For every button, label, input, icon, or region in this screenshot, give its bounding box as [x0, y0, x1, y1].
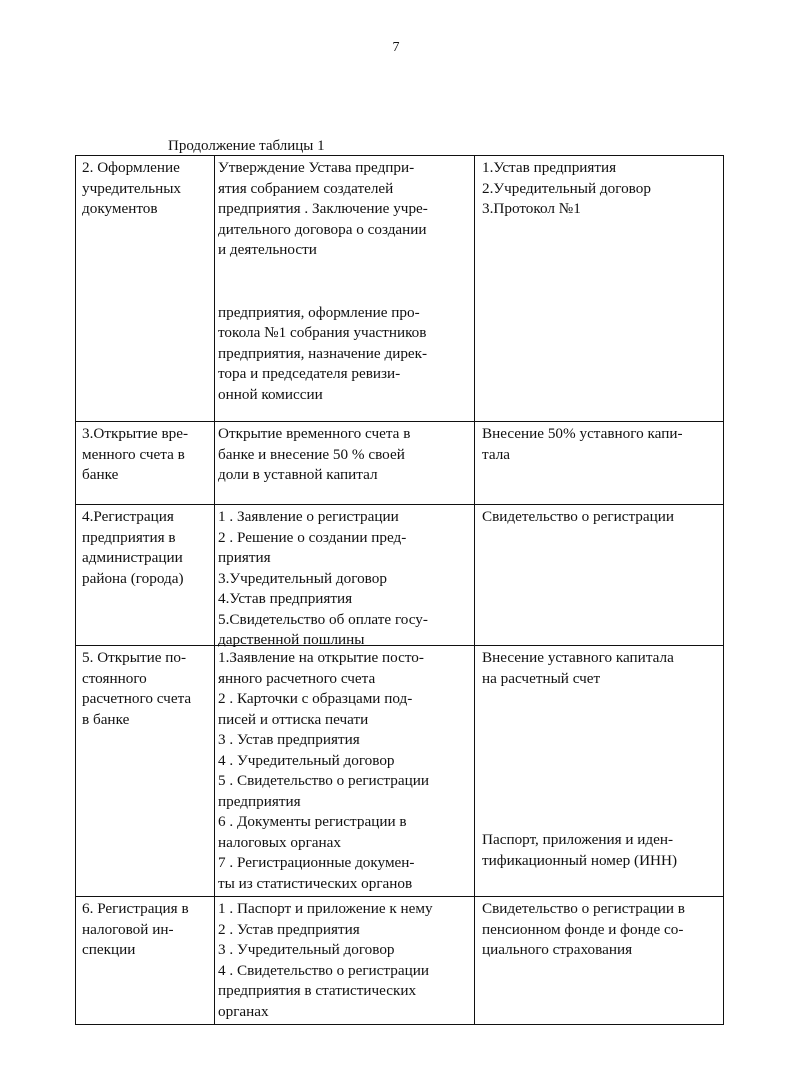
stage-cell	[76, 505, 215, 645]
stage-cell	[76, 156, 215, 421]
cell-line: доли в уставной капитал	[218, 466, 378, 483]
cell-line: 2 . Устав предприятия	[218, 920, 360, 938]
cell-line: 3.Открытие вре-	[82, 425, 189, 442]
cell-line: 1 . Заявление о регистрации	[218, 508, 399, 525]
cell-line: тала	[482, 445, 511, 463]
cell-line: на расчетный счет	[482, 669, 601, 687]
cell-line: 3.Протокол №1	[482, 200, 581, 217]
cell-line: расчетного счета	[82, 690, 192, 707]
cell-line: предприятия в	[82, 528, 176, 546]
cell-line: 6. Регистрация в	[82, 900, 189, 917]
cell-line: 5 . Свидетельство о регистрации	[218, 772, 429, 789]
cell-line: 2 . Карточки с образцами под-	[218, 690, 413, 707]
cell-line: органах	[218, 1002, 269, 1020]
cell-line: налоговых органах	[218, 833, 342, 851]
cell-line: янного расчетного счета	[218, 669, 376, 687]
actions-cell	[215, 897, 475, 1024]
cell-line: 1.Заявление на открытие посто-	[218, 649, 424, 666]
result-cell	[475, 422, 724, 504]
cell-line: 4 . Учредительный договор	[218, 751, 395, 769]
cell-line: спекции	[82, 941, 136, 958]
cell-line: писей и оттиска печати	[218, 710, 369, 728]
cell-line: 5.Свидетельство об оплате госу-	[218, 610, 428, 628]
cell-line: менного счета в	[82, 445, 185, 463]
cell-line: циального страхования	[482, 941, 633, 958]
cell-line: токола №1 собрания участников	[218, 324, 427, 341]
cell-line: предприятия, оформление про-	[218, 303, 420, 321]
cell-line: Внесение уставного капитала	[482, 649, 674, 666]
cell-line: в банке	[82, 710, 130, 728]
cell-line: налоговой ин-	[82, 920, 174, 938]
registration-table	[75, 155, 724, 1025]
cell-line: приятия	[218, 549, 271, 566]
cell-line: 7 . Регистрационные докумен-	[218, 854, 415, 871]
cell-line: онной комиссии	[218, 385, 323, 403]
actions-cell	[215, 646, 475, 896]
result-cell	[475, 156, 724, 421]
cell-line: 6 . Документы регистрации в	[218, 813, 407, 830]
table-caption: Продолжение таблицы 1	[168, 138, 325, 154]
cell-line: 4.Регистрация	[82, 508, 174, 525]
cell-line: документов	[82, 200, 158, 217]
cell-line: 1 . Паспорт и приложение к нему	[218, 900, 433, 917]
cell-line: Свидетельство о регистрации в	[482, 900, 685, 917]
cell-line: банке	[82, 466, 119, 483]
cell-line: Паспорт, приложения и иден-	[482, 831, 674, 848]
cell-line: Внесение 50% уставного капи-	[482, 425, 683, 442]
cell-line: 3.Учредительный договор	[218, 569, 387, 587]
cell-line: 3 . Учредительный договор	[218, 941, 395, 958]
stage-cell	[76, 897, 215, 1024]
cell-line: 1.Устав предприятия	[482, 159, 617, 176]
table-row	[76, 897, 724, 1025]
cell-line: ятия собранием создателей	[218, 179, 394, 197]
result-cell	[475, 505, 724, 645]
table-row	[76, 646, 724, 897]
stage-cell	[76, 422, 215, 504]
cell-line: банке и внесение 50 % своей	[218, 445, 405, 463]
cell-line: дительного договора о создании	[218, 220, 427, 238]
cell-line: предприятия в статистических	[218, 982, 417, 999]
cell-line: и деятельности	[218, 241, 317, 258]
cell-line: предприятия	[218, 792, 301, 810]
cell-line: 2.Учредительный договор	[482, 179, 651, 197]
stage-cell	[76, 646, 215, 896]
cell-line: дарственной пошлины	[218, 631, 365, 648]
table-row	[76, 422, 724, 505]
cell-line: предприятия . Заключение учре-	[218, 200, 428, 217]
cell-line: 4.Устав предприятия	[218, 590, 353, 607]
actions-cell	[215, 422, 475, 504]
result-cell	[475, 646, 724, 896]
cell-line: 3 . Устав предприятия	[218, 731, 360, 748]
page-number: 7	[392, 40, 400, 55]
table-row	[76, 156, 724, 422]
table-row	[76, 505, 724, 646]
cell-line: администрации	[82, 549, 183, 566]
cell-line: тификационный номер (ИНН)	[482, 851, 678, 869]
cell-line: ты из статистических органов	[218, 874, 413, 892]
actions-cell	[215, 156, 475, 421]
cell-line: района (города)	[82, 569, 184, 587]
cell-line: 4 . Свидетельство о регистрации	[218, 961, 429, 979]
cell-line: 2. Оформление	[82, 159, 180, 176]
cell-line: тора и председателя ревизи-	[218, 365, 401, 382]
cell-line: Открытие временного счета в	[218, 425, 411, 442]
cell-line: пенсионном фонде и фонде со-	[482, 920, 684, 938]
cell-line: учредительных	[82, 179, 182, 197]
cell-line: Утверждение Устава предпри-	[218, 159, 415, 176]
cell-line: 5. Открытие по-	[82, 649, 187, 666]
cell-line: предприятия, назначение дирек-	[218, 344, 428, 362]
cell-line: Свидетельство о регистрации	[482, 508, 674, 525]
actions-cell	[215, 505, 475, 648]
cell-line: 2 . Решение о создании пред-	[218, 528, 407, 546]
result-cell	[475, 897, 724, 1024]
cell-line: стоянного	[82, 669, 147, 687]
